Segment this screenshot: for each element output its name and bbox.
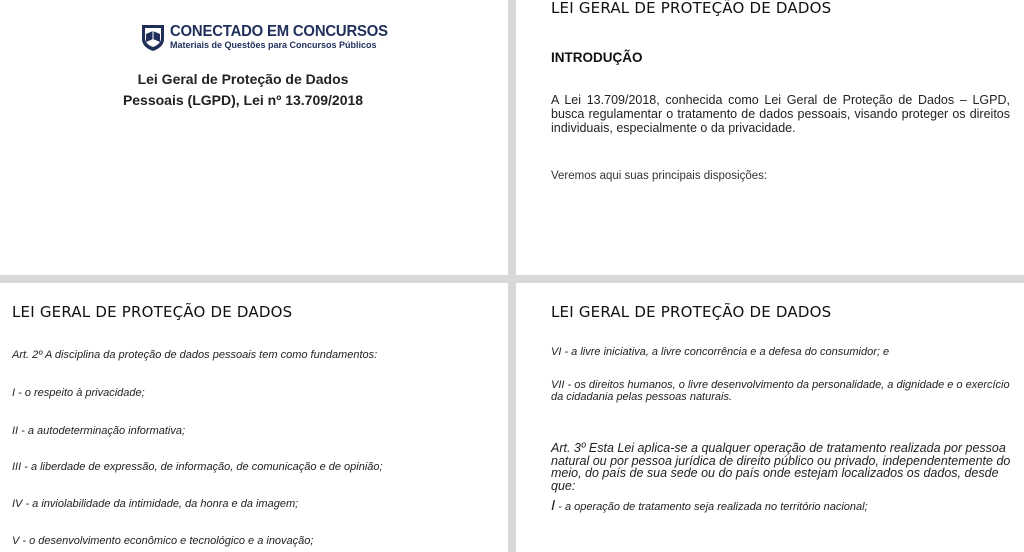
brand-title: CONECTADO EM CONCURSOS [170, 22, 388, 40]
article-line-vii: VII - os direitos humanos, o livre desenvolvimento da personalidade, a dignidade e o exercício da cidadania pelas pessoas naturais. [551, 379, 1010, 403]
section-heading: INTRODUÇÃO [551, 50, 643, 65]
slide-article-3[interactable] [516, 283, 1024, 552]
slide-heading: LEI GERAL DE PROTEÇÃO DE DADOS [551, 0, 832, 17]
slide-introduction[interactable] [516, 0, 1024, 275]
article-line: I - o respeito à privacidade; [12, 387, 145, 399]
item-text: - a operação de tratamento seja realizada no território nacional; [555, 501, 868, 513]
slide-article-2[interactable] [0, 283, 508, 552]
brand-subtitle: Materiais de Questões para Concursos Públicos [170, 40, 377, 51]
article-3-item-i [551, 497, 1012, 514]
item-numeral: I [551, 497, 556, 514]
article-3-text: Art. 3º Esta Lei aplica-se a qualquer operação de tratamento realizada por pessoa natural ou por pessoa jurídica de direito público ou privado, independentemente do meio, do país de sua sede ou do país onde estejam localizados os dados, desde que: [551, 441, 1011, 493]
article-line-vi: VI - a livre iniciativa, a livre concorrência e a defesa do consumidor; e [551, 346, 890, 358]
brand-logo [140, 22, 397, 52]
cover-title-line2: Pessoais (LGPD), Lei nº 13.709/2018 [122, 92, 364, 108]
article-line: III - a liberdade de expressão, de informação, de comunicação e de opinião; [12, 461, 383, 473]
cover-title-line1: Lei Geral de Proteção de Dados [137, 71, 349, 87]
slide-heading: LEI GERAL DE PROTEÇÃO DE DADOS [551, 303, 832, 321]
slide-cover[interactable] [0, 0, 508, 275]
slide-heading: LEI GERAL DE PROTEÇÃO DE DADOS [12, 303, 293, 321]
intro-paragraph-2: Veremos aqui suas principais disposições: [551, 170, 768, 182]
article-line: V - o desenvolvimento econômico e tecnológico e a inovação; [12, 535, 314, 547]
article-line: II - a autodeterminação informativa; [12, 425, 186, 437]
article-line: Art. 2º A disciplina da proteção de dados pessoais tem como fundamentos: [12, 349, 378, 361]
intro-paragraph: A Lei 13.709/2018, conhecida como Lei Geral de Proteção de Dados – LGPD, busca regulamentar o tratamento de dados pessoais, visando proteger os direitos individuais, especialmente o da privacidade. [551, 93, 1010, 135]
cover-title [0, 69, 486, 111]
article-line: IV - a inviolabilidade da intimidade, da honra e da imagem; [12, 498, 299, 510]
shield-book-icon [140, 22, 166, 52]
